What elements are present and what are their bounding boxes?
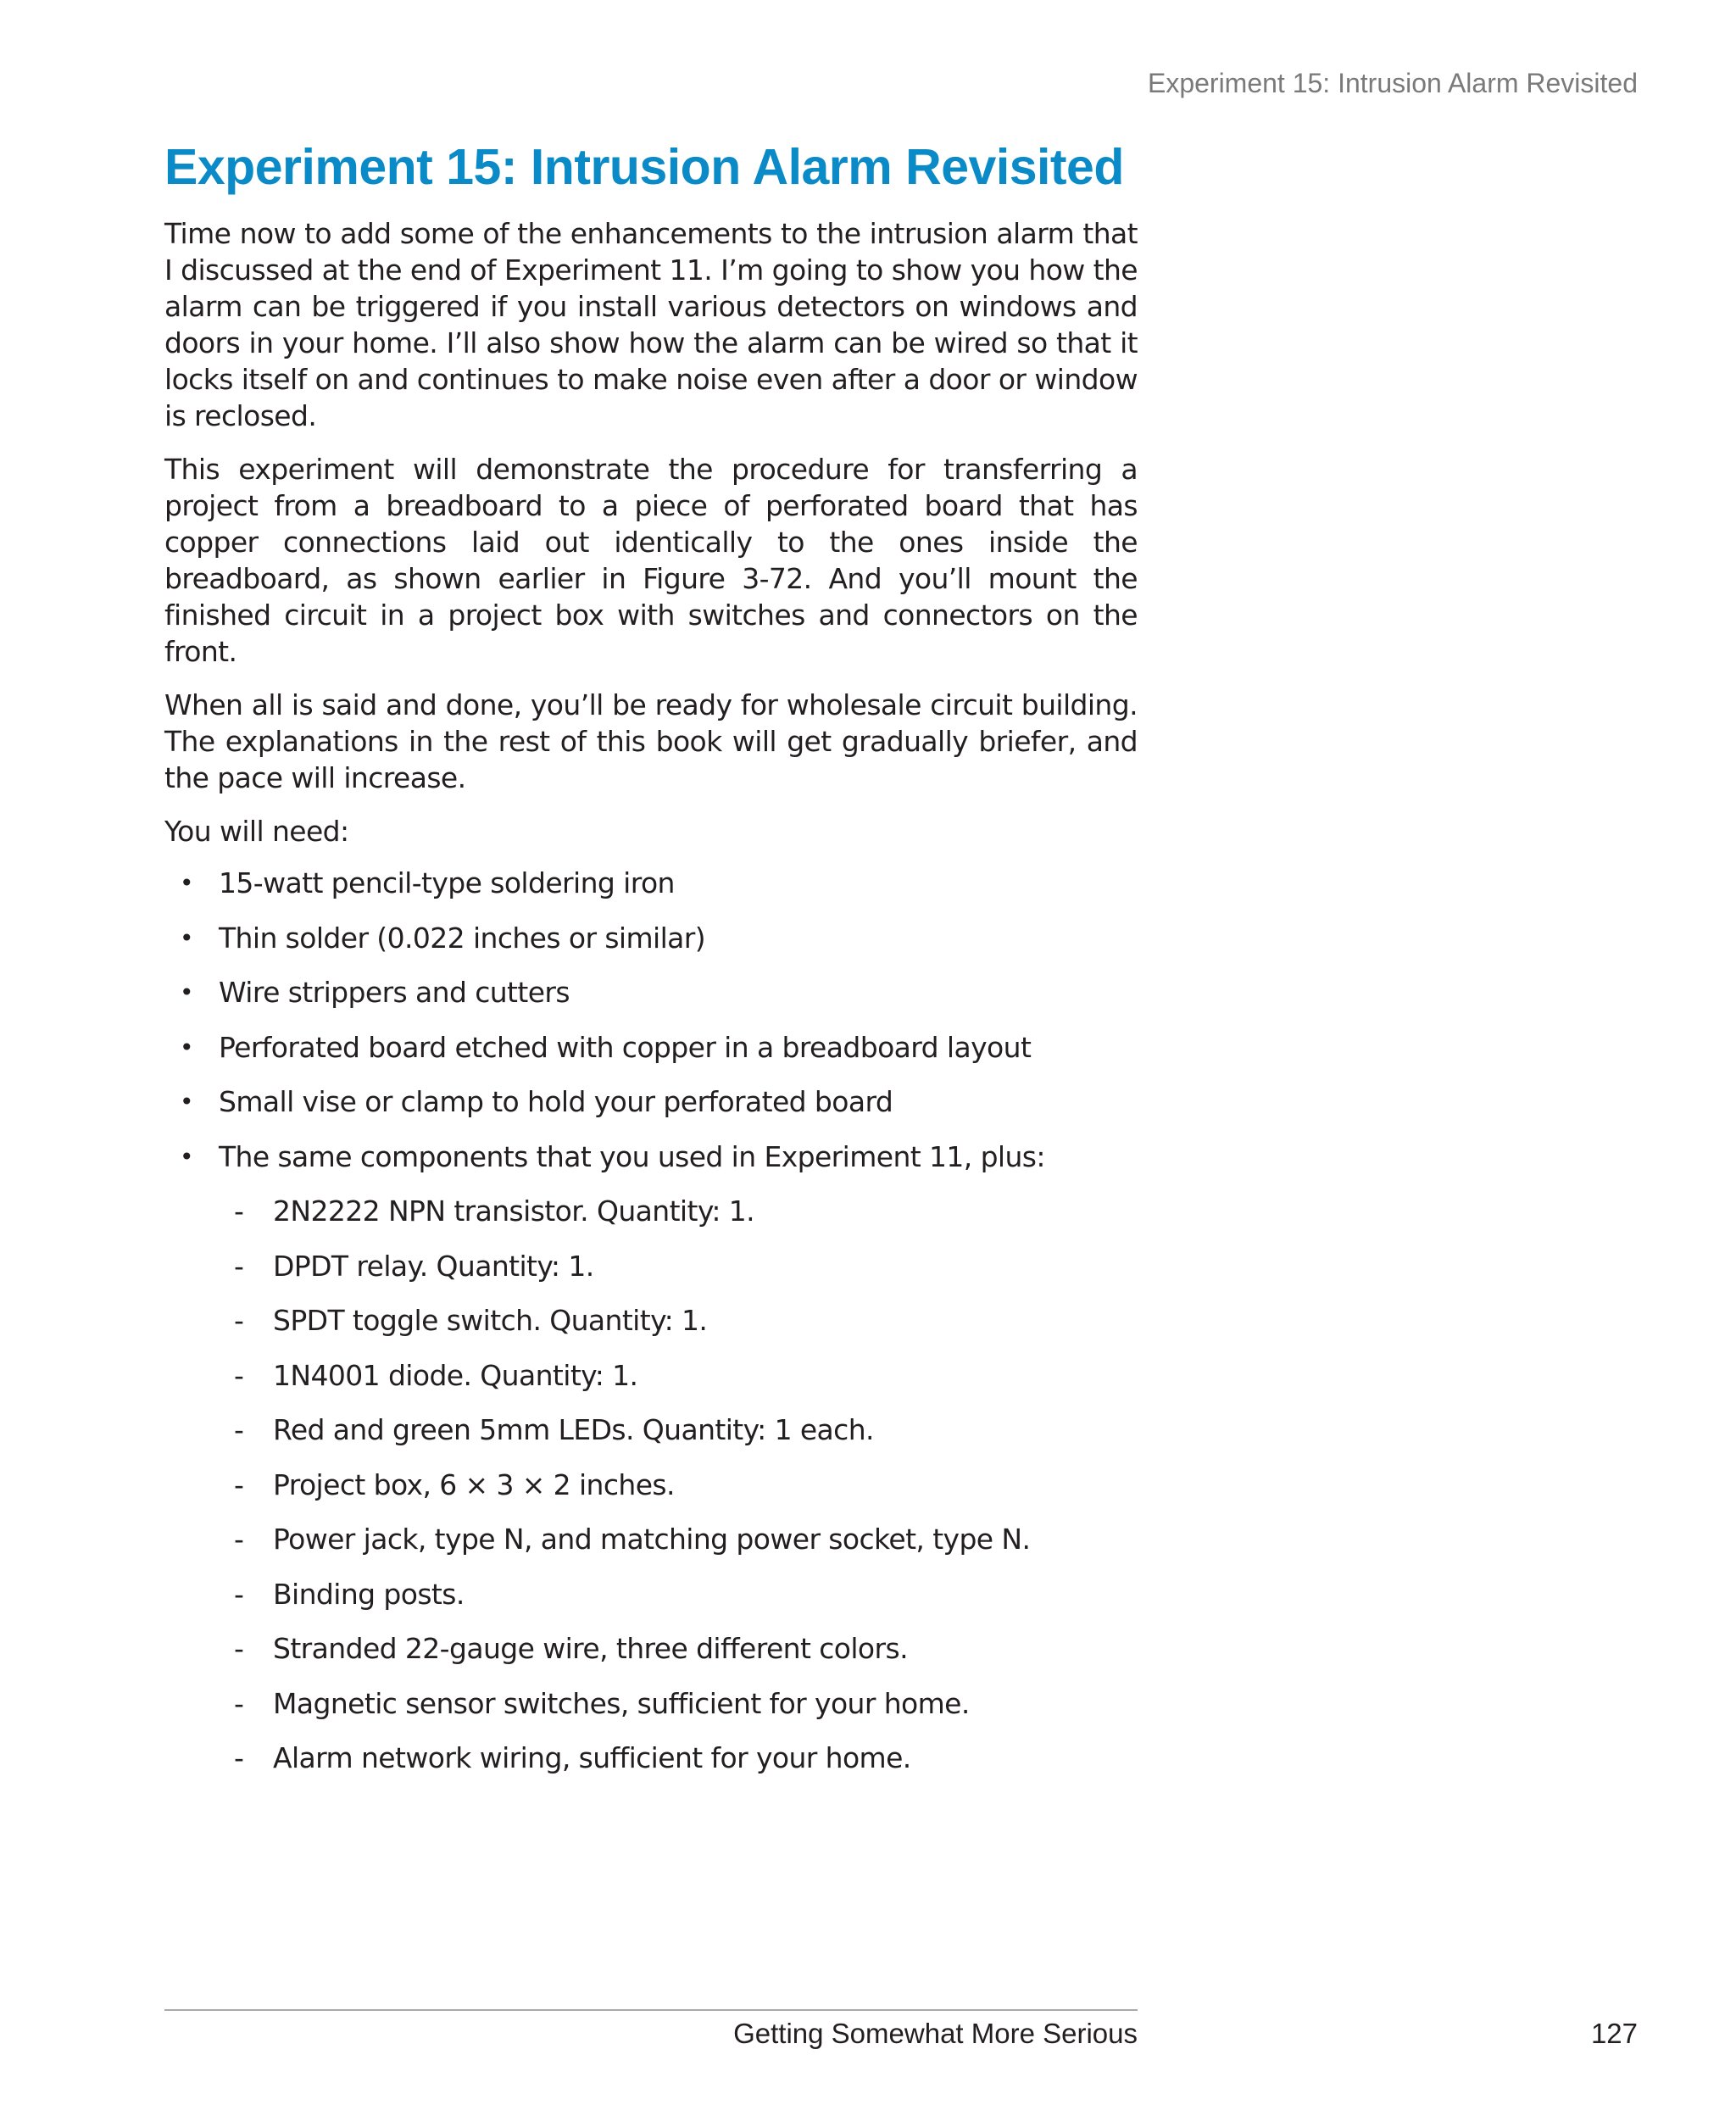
page-title: Experiment 15: Intrusion Alarm Revisited [164,139,1124,195]
dash-marker: - [234,1632,244,1665]
bullet-marker: • [180,1088,193,1116]
sublist-item-text: Power jack, type N, and matching power socket, type N. [273,1523,1031,1556]
paragraph-outlook: When all is said and done, you’ll be ready for wholesale circuit building. The explanations in the rest of this book will get gradually briefer, and the pace will increase. [164,688,1138,794]
list-item [164,1029,1138,1066]
paragraph-procedure: This experiment will demonstrate the procedure for transferring a project from a breadboard to a piece of perforated board that has copper connections laid out identically to the ones inside the breadboard, as shown earlier in Figure 3-72. And you’ll mount the finished circuit in a project box with switches and connectors on the front. [164,453,1138,668]
bullet-marker: • [180,923,193,952]
dash-marker: - [234,1304,244,1337]
dash-marker: - [234,1413,244,1446]
components-sublist [164,1193,1138,1776]
dash-marker: - [234,1523,244,1556]
sublist-item [164,1412,1138,1448]
sublist-item-text: Stranded 22-gauge wire, three different colors. [273,1632,908,1665]
bullet-marker: • [180,1033,193,1061]
sublist-item [164,1357,1138,1394]
sublist-item-text: SPDT toggle switch. Quantity: 1. [273,1304,708,1337]
sublist-item [164,1193,1138,1229]
bullet-marker: • [180,978,193,1006]
sublist-item-text: Project box, 6 × 3 × 2 inches. [273,1467,675,1501]
list-item [164,865,1138,901]
dash-marker: - [234,1741,244,1774]
list-item [164,920,1138,956]
list-item [164,1139,1138,1175]
bullet-marker: • [180,869,193,897]
sublist-item [164,1521,1138,1557]
list-item [164,974,1138,1011]
sublist-item-text: Magnetic sensor switches, sufficient for your home. [273,1686,970,1720]
page-content [164,136,1138,1795]
materials-intro: You will need: [164,815,349,848]
list-item-text: Perforated board etched with copper in a breadboard layout [219,1030,1032,1064]
list-item-text: 15-watt pencil-type soldering iron [219,866,675,899]
dash-marker: - [234,1686,244,1720]
bullet-marker: • [180,1142,193,1171]
sublist-item [164,1248,1138,1284]
footer-divider [164,2009,1138,2011]
sublist-item [164,1302,1138,1339]
sublist-item [164,1685,1138,1722]
sublist-item-text: Red and green 5mm LEDs. Quantity: 1 each. [273,1413,874,1446]
dash-marker: - [234,1577,244,1611]
running-header: Experiment 15: Intrusion Alarm Revisited [1147,68,1638,98]
dash-marker: - [234,1194,244,1228]
sublist-item-text: 1N4001 diode. Quantity: 1. [273,1358,638,1392]
dash-marker: - [234,1249,244,1283]
dash-marker: - [234,1467,244,1501]
sublist-item-text: DPDT relay. Quantity: 1. [273,1249,594,1283]
sublist-item [164,1630,1138,1667]
page-number: 127 [1590,2018,1638,2049]
dash-marker: - [234,1358,244,1392]
materials-list [164,865,1138,1175]
sublist-item-text: Alarm network wiring, sufficient for your home. [273,1741,911,1774]
list-item-text: Small vise or clamp to hold your perforated board [219,1085,893,1118]
paragraph-intro: Time now to add some of the enhancements to the intrusion alarm that I discussed at the end of Experiment 11. I’m going to show you how the alarm can be triggered if you install various detectors on windows and doors in your home. I’ll also show how the alarm can be wired so that it locks itself on and continues to make noise even after a door or window is reclosed. [164,217,1138,432]
list-item-text: Thin solder (0.022 inches or similar) [219,921,706,955]
list-item-text: Wire strippers and cutters [219,976,570,1009]
sublist-item [164,1467,1138,1503]
sublist-item-text: Binding posts. [273,1577,465,1611]
footer-section-title: Getting Somewhat More Serious [733,2018,1138,2049]
sublist-item [164,1576,1138,1612]
list-item-text: The same components that you used in Experiment 11, plus: [219,1139,1045,1173]
list-item [164,1083,1138,1120]
sublist-item-text: 2N2222 NPN transistor. Quantity: 1. [273,1194,755,1228]
sublist-item [164,1740,1138,1776]
